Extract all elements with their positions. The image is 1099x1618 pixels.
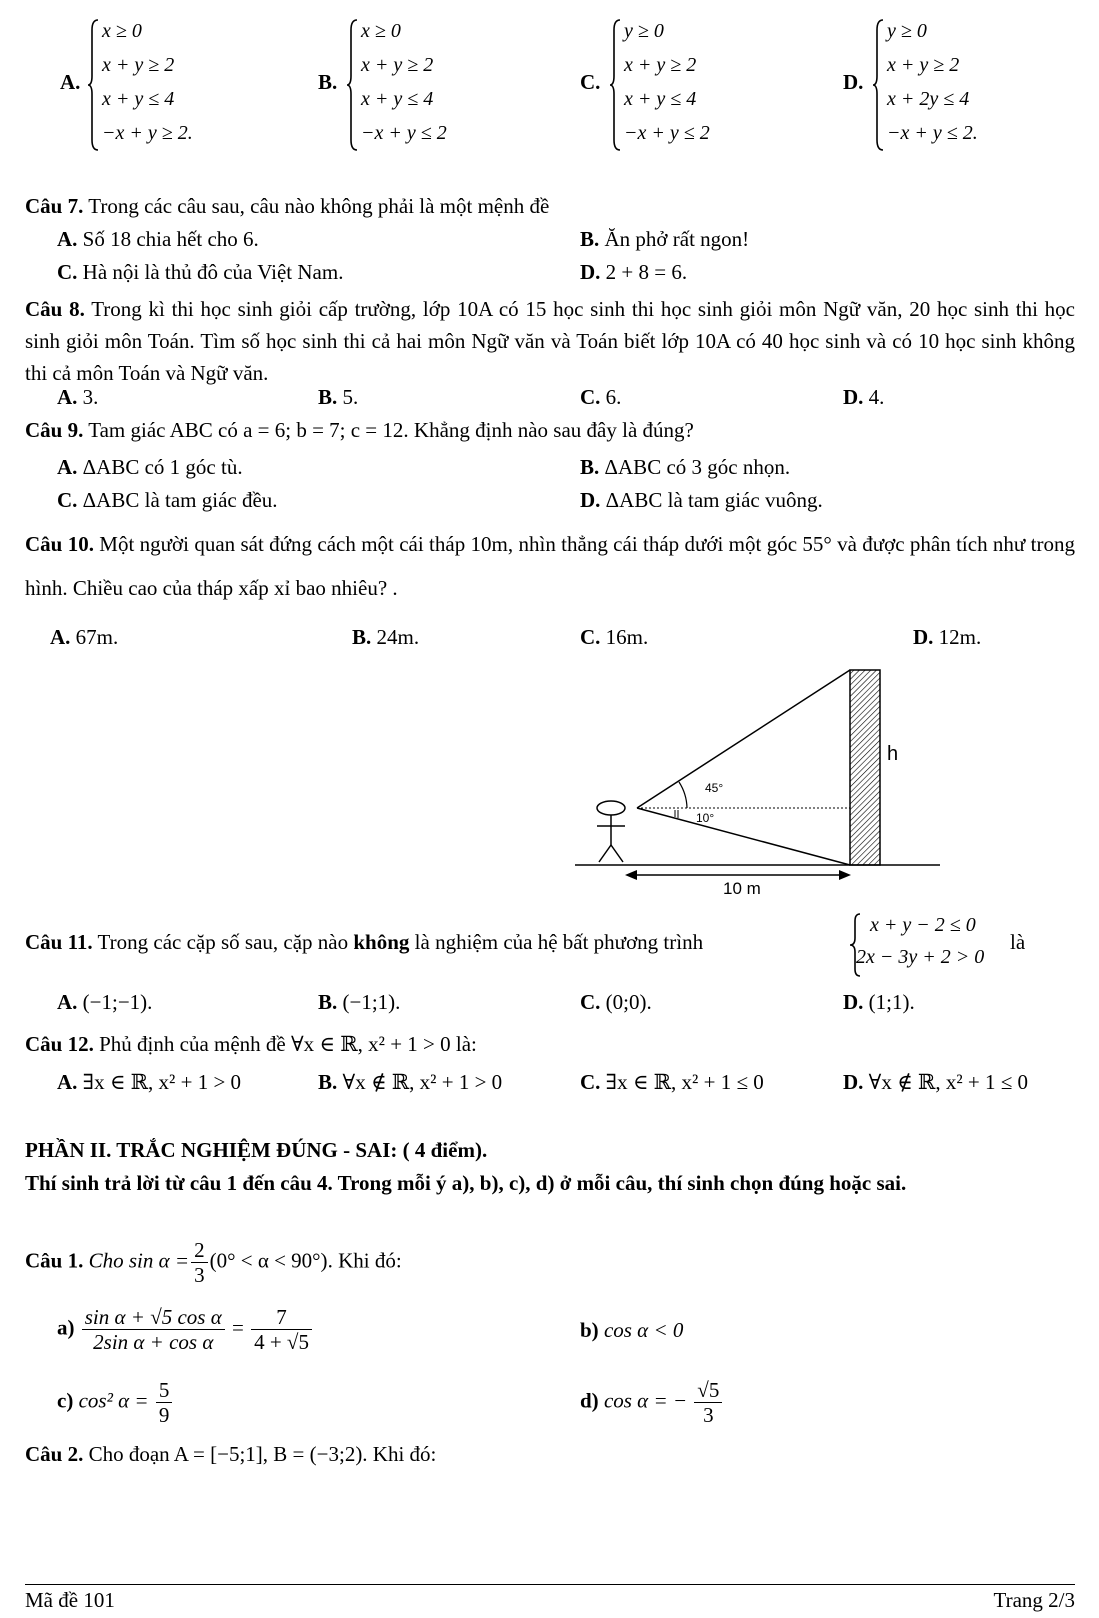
fraction-denominator: 2sin α + cos α — [93, 1330, 214, 1355]
option-label: C. — [580, 990, 601, 1014]
equals-sign: = — [232, 1315, 244, 1340]
q8-option-d — [843, 385, 884, 410]
option-label: B. — [580, 227, 600, 251]
q6-system-b-line: x + y ≥ 2 — [361, 54, 434, 76]
option-label: C. — [580, 1070, 601, 1094]
q6-system-c — [610, 18, 810, 158]
q10-option-b — [352, 625, 419, 650]
option-text: 5. — [337, 385, 359, 409]
q6-system-a-line: −x + y ≥ 2. — [102, 122, 193, 144]
q11-tail: là — [1010, 930, 1026, 954]
option-label: B. — [318, 990, 338, 1014]
brace-icon — [610, 18, 622, 153]
option-text: (1;1). — [863, 990, 915, 1014]
q12-stem — [25, 1032, 477, 1057]
p2q1-text-post: . Khi đó: — [327, 1248, 402, 1273]
option-text: 6. — [600, 385, 622, 409]
q7-option-c — [57, 260, 343, 285]
p2q2-title: Câu 2. — [25, 1442, 84, 1466]
p2q1-text: Cho sin α = — [83, 1248, 190, 1273]
q11-option-b — [318, 990, 400, 1015]
q7-text: Trong các câu sau, câu nào không phải là một mệnh đề — [83, 194, 550, 218]
q10-option-c — [580, 625, 648, 650]
option-text: ∀x ∉ ℝ, x² + 1 ≤ 0 — [863, 1070, 1029, 1094]
footer-page-number: Trang 2/3 — [993, 1588, 1075, 1612]
option-label: D. — [913, 625, 934, 649]
q9-stem — [25, 418, 694, 443]
q9-option-b — [580, 455, 790, 480]
fraction-numerator: 5 — [156, 1378, 173, 1403]
q11-option-d — [843, 990, 915, 1015]
item-c-fraction — [156, 1378, 173, 1427]
fraction-denominator: 9 — [158, 1403, 170, 1428]
distance-label: 10 m — [723, 879, 761, 898]
p2q1-stem — [25, 1238, 402, 1287]
brace-icon — [88, 18, 100, 153]
p2q2-stem — [25, 1442, 436, 1467]
q10-option-d — [913, 625, 981, 650]
option-text: 16m. — [600, 625, 649, 649]
footer-divider — [25, 1584, 1075, 1585]
q11-text-after: là nghiệm của hệ bất phương trình — [409, 930, 704, 954]
item-c-text: cos² α = — [78, 1388, 149, 1413]
sight-line-top — [637, 670, 850, 808]
option-text: (0;0). — [600, 990, 652, 1014]
option-text: 4. — [863, 385, 885, 409]
option-label: D. — [843, 990, 864, 1014]
q11-stem — [25, 930, 703, 955]
item-d-text: cos α = − — [603, 1388, 688, 1413]
option-text: ΔABC có 3 góc nhọn. — [599, 455, 791, 479]
q11-title: Câu 11. — [25, 930, 93, 954]
q10-text: Một người quan sát đứng cách một cái tháp 10m, nhìn thẳng cái tháp dưới một góc 55° và được phân tích như trong hình. Chiều cao của tháp xấp xỉ bao nhiêu? . — [25, 532, 1075, 600]
q8-option-c — [580, 385, 621, 410]
q6-system-d — [873, 18, 1073, 158]
tower — [850, 670, 880, 865]
option-text: 24m. — [371, 625, 420, 649]
q6-option-b — [318, 70, 337, 95]
q6-system-c-line: x + y ≥ 2 — [624, 54, 697, 76]
q6-system-d-line: −x + y ≤ 2. — [887, 122, 978, 144]
q6-system-c-line: x + y ≤ 4 — [624, 88, 697, 110]
option-label: C. — [57, 260, 78, 284]
option-label: B. — [318, 385, 338, 409]
q6-system-d-line: x + y ≥ 2 — [887, 54, 960, 76]
q12-text: Phủ định của mệnh đề ∀x ∈ ℝ, x² + 1 > 0 là: — [93, 1032, 477, 1056]
option-text: Số 18 chia hết cho 6. — [77, 227, 259, 251]
p2q1-item-a — [57, 1305, 314, 1354]
q6-system-d-line: y ≥ 0 — [887, 20, 927, 42]
sight-line-bottom — [637, 808, 850, 865]
q11-system — [850, 912, 1010, 978]
q8-option-b — [318, 385, 358, 410]
p2q2-text: Cho đoạn A = [−5;1], B = (−3;2). Khi đó: — [83, 1442, 437, 1466]
q11-text: Trong các cặp số sau, cặp nào — [92, 930, 354, 954]
option-label: A. — [57, 1070, 78, 1094]
q6-option-c — [580, 70, 600, 95]
brace-icon — [347, 18, 359, 153]
footer-exam-code: Mã đề 101 — [25, 1588, 115, 1612]
brace-icon — [873, 18, 885, 153]
p2q1-item-b — [580, 1318, 683, 1343]
q8-stem — [25, 293, 1075, 389]
q9-text: Tam giác ABC có a = 6; b = 7; c = 12. Khẳng định nào sau đây là đúng? — [83, 418, 694, 442]
q6-option-b-label: B. — [318, 70, 338, 94]
option-label: B. — [318, 1070, 338, 1094]
q6-system-b — [347, 18, 547, 158]
q6-system-b-line: x ≥ 0 — [361, 20, 401, 42]
q10-title: Câu 10. — [25, 532, 94, 556]
p2q1-item-d — [580, 1378, 724, 1427]
q6-system-b-line: x + y ≤ 4 — [361, 88, 434, 110]
q8-option-a — [57, 385, 98, 410]
fraction-denominator: 3 — [194, 1263, 205, 1288]
q11-system-line: 2x − 3y + 2 > 0 — [856, 946, 985, 968]
option-text: 2 + 8 = 6. — [600, 260, 688, 284]
q6-system-a — [88, 18, 288, 158]
observer-figure — [597, 801, 625, 862]
item-label: c) — [57, 1388, 74, 1413]
option-label: C. — [57, 488, 78, 512]
q6-option-d — [843, 70, 863, 95]
q6-option-a-label: A. — [60, 70, 81, 94]
q9-option-c — [57, 488, 278, 513]
option-text: ∀x ∉ ℝ, x² + 1 > 0 — [337, 1070, 503, 1094]
p2q1-fraction — [191, 1238, 208, 1287]
q6-option-c-label: C. — [580, 70, 601, 94]
q12-option-a — [57, 1070, 241, 1095]
item-a-fraction-right — [251, 1305, 312, 1354]
option-text: ΔABC có 1 góc tù. — [77, 455, 243, 479]
q6-system-d-line: x + 2y ≤ 4 — [887, 88, 970, 110]
option-label: C. — [580, 385, 601, 409]
q11-emphasis: không — [353, 930, 410, 954]
q6-option-d-label: D. — [843, 70, 864, 94]
option-text: (−1;1). — [337, 990, 401, 1014]
q9-title: Câu 9. — [25, 418, 84, 442]
q6-system-c-line: −x + y ≤ 2 — [624, 122, 710, 144]
q6-system-a-line: x ≥ 0 — [102, 20, 142, 42]
p2q1-title: Câu 1. — [25, 1248, 84, 1273]
q8-title: Câu 8. — [25, 297, 85, 321]
option-label: A. — [57, 385, 78, 409]
q12-option-c — [580, 1070, 764, 1095]
q6-system-b-line: −x + y ≤ 2 — [361, 122, 447, 144]
option-text: ∃x ∈ ℝ, x² + 1 > 0 — [77, 1070, 242, 1094]
arrow-head-right-icon — [839, 870, 851, 880]
item-a-fraction-left — [82, 1305, 225, 1354]
option-label: A. — [57, 227, 78, 251]
q6-system-a-line: x + y ≥ 2 — [102, 54, 175, 76]
option-text: ∃x ∈ ℝ, x² + 1 ≤ 0 — [600, 1070, 764, 1094]
q11-system-line: x + y − 2 ≤ 0 — [870, 914, 976, 936]
option-label: A. — [57, 990, 78, 1014]
option-label: A. — [57, 455, 78, 479]
angle-arc-top — [679, 782, 687, 808]
q9-option-d — [580, 488, 823, 513]
q11-option-a — [57, 990, 152, 1015]
q10-option-a — [50, 625, 118, 650]
p2q1-condition: (0° < α < 90°) — [209, 1248, 328, 1273]
option-text: ΔABC là tam giác đều. — [77, 488, 278, 512]
arrow-head-left-icon — [625, 870, 637, 880]
option-text: Hà nội là thủ đô của Việt Nam. — [77, 260, 344, 284]
q7-option-b — [580, 227, 749, 252]
q7-title: Câu 7. — [25, 194, 84, 218]
option-label: D. — [843, 1070, 864, 1094]
q12-title: Câu 12. — [25, 1032, 94, 1056]
height-label: h — [887, 743, 899, 765]
q7-stem — [25, 194, 549, 219]
q8-text: Trong kì thi học sinh giỏi cấp trường, lớp 10A có 15 học sinh thi học sinh giỏi môn Ngữ văn, 20 học sinh thi học sinh giỏi môn Toán. Tìm số học sinh thi cả hai môn Ngữ văn và Toán biết lớp 10A có 40 học sinh và có 10 học sinh không thi cả môn Toán và Ngữ văn. — [25, 297, 1075, 385]
option-label: B. — [352, 625, 372, 649]
q12-option-d — [843, 1070, 1028, 1095]
q7-option-a — [57, 227, 259, 252]
fraction-numerator: sin α + √5 cos α — [82, 1305, 225, 1330]
item-d-fraction — [694, 1378, 722, 1427]
option-text: 12m. — [933, 625, 982, 649]
option-text: 67m. — [70, 625, 119, 649]
fraction-numerator: 2 — [191, 1238, 208, 1263]
q11-option-c — [580, 990, 652, 1015]
option-label: A. — [50, 625, 71, 649]
q7-option-d — [580, 260, 687, 285]
option-label: C. — [580, 625, 601, 649]
q6-system-c-line: y ≥ 0 — [624, 20, 664, 42]
tower-figure — [575, 660, 945, 910]
q9-option-a — [57, 455, 243, 480]
q6-system-a-line: x + y ≤ 4 — [102, 88, 175, 110]
q6-option-a — [60, 70, 80, 95]
option-text: Ăn phở rất ngon! — [599, 227, 750, 251]
fraction-denominator: 4 + √5 — [254, 1330, 309, 1355]
q10-stem — [25, 522, 1075, 610]
option-label: D. — [843, 385, 864, 409]
item-b-text: cos α < 0 — [603, 1318, 684, 1342]
q12-option-b — [318, 1070, 502, 1095]
part2-instruction: Thí sinh trả lời từ câu 1 đến câu 4. Trong mỗi ý a), b), c), d) ở mỗi câu, thí sinh chọn đúng hoặc sai. — [25, 1171, 907, 1195]
item-label: b) — [580, 1318, 599, 1342]
option-label: B. — [580, 455, 600, 479]
item-label: a) — [57, 1315, 75, 1340]
option-text: ΔABC là tam giác vuông. — [600, 488, 823, 512]
fraction-numerator: √5 — [694, 1378, 722, 1403]
option-text: 3. — [77, 385, 99, 409]
option-text: (−1;−1). — [77, 990, 153, 1014]
fraction-numerator: 7 — [251, 1305, 312, 1330]
option-label: D. — [580, 488, 601, 512]
angle-top-label: 45° — [705, 781, 724, 795]
option-label: D. — [580, 260, 601, 284]
p2q1-item-c — [57, 1378, 174, 1427]
angle-bottom-label: 10° — [696, 811, 715, 825]
fraction-denominator: 3 — [703, 1403, 714, 1428]
item-label: d) — [580, 1388, 599, 1413]
part2-heading: PHẦN II. TRẮC NGHIỆM ĐÚNG - SAI: ( 4 điểm). — [25, 1138, 488, 1162]
